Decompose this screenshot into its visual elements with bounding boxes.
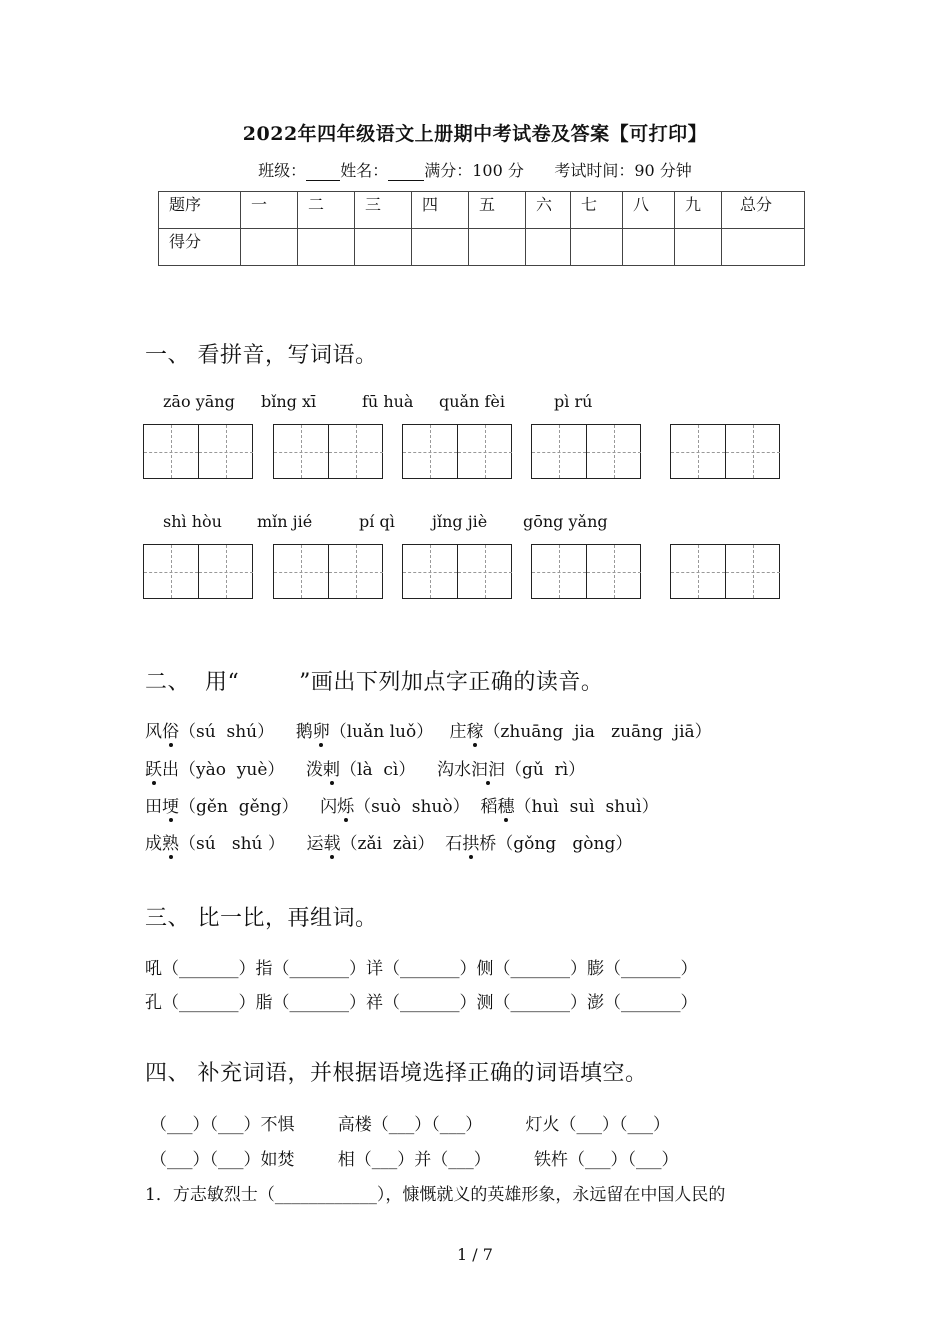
- text: （gěn gěng） 闪: [179, 797, 338, 817]
- writing-box[interactable]: [273, 544, 383, 599]
- dotted-char: 跃: [145, 755, 162, 780]
- section-1-title: 一、 看拼音，写词语。: [145, 343, 378, 368]
- pinyin: zāo yāng: [163, 392, 235, 411]
- reading-line-2: [145, 755, 585, 780]
- text: （zhuāng jia zuāng jiā）: [483, 722, 712, 742]
- writing-box[interactable]: [402, 424, 512, 479]
- score-cell[interactable]: [526, 229, 571, 266]
- text: 出（yào yuè） 泼: [162, 760, 324, 780]
- text: （huì suì shuì）: [514, 797, 659, 817]
- section-4-title: 四、 补充词语，并根据语境选择正确的词语填空。: [145, 1061, 648, 1086]
- dotted-char: 烁: [337, 792, 354, 817]
- dotted-char: 卵: [313, 717, 330, 742]
- score-cell[interactable]: [675, 229, 722, 266]
- section-3-title: 三、 比一比，再组词。: [145, 906, 378, 931]
- score-cell[interactable]: [623, 229, 675, 266]
- score-row: [159, 229, 805, 266]
- text: （là cì） 沟水: [340, 760, 471, 780]
- text: 庄: [449, 722, 467, 742]
- score-row-label: 得分: [159, 229, 241, 266]
- text: 成: [145, 834, 162, 854]
- header-cell: 三: [355, 192, 412, 229]
- header-cell: 二: [298, 192, 355, 229]
- dotted-char: 熟: [162, 829, 179, 854]
- question-1[interactable]: 1．方志敏烈士（____________），慷慨就义的英雄形象，永远留在中国人民的: [145, 1185, 726, 1205]
- header-cell: 四: [412, 192, 469, 229]
- writing-box[interactable]: [670, 544, 780, 599]
- text: （luǎn luǒ）: [329, 722, 450, 742]
- pinyin: bǐng xī: [261, 392, 317, 411]
- header-cell: 九: [675, 192, 722, 229]
- writing-box[interactable]: [273, 424, 383, 479]
- score-cell[interactable]: [469, 229, 526, 266]
- dotted-char: 汩汩: [471, 755, 505, 780]
- writing-box[interactable]: [531, 424, 641, 479]
- header-cell: 一: [241, 192, 298, 229]
- text: （suò shuò） 稻: [354, 797, 498, 817]
- score-cell[interactable]: [571, 229, 623, 266]
- pinyin: shì hòu: [163, 512, 222, 531]
- writing-box[interactable]: [402, 544, 512, 599]
- section-2-title: 二、 用“ ”画出下列加点字正确的读音。: [145, 670, 604, 695]
- reading-line-1: [145, 717, 712, 742]
- text: （sú shú ） 运: [179, 834, 324, 854]
- text: （zǎi zài） 石: [340, 834, 463, 854]
- score-table: [158, 191, 805, 266]
- pinyin: quǎn fèi: [439, 392, 505, 411]
- pinyin: jǐng jiè: [432, 512, 488, 531]
- class-blank[interactable]: [306, 161, 340, 181]
- pinyin: fū huà: [362, 392, 414, 411]
- score-cell[interactable]: [355, 229, 412, 266]
- header-cell: 总分: [722, 192, 805, 229]
- text: 风: [145, 722, 162, 742]
- text: （gǔ rì）: [504, 760, 586, 780]
- exam-time: 考试时间：90 分钟: [554, 161, 692, 180]
- idiom-row-1[interactable]: （___）（___）不惧 高楼（___）（___） 灯火（___）（___）: [150, 1115, 670, 1135]
- text: 桥: [479, 834, 497, 854]
- compare-row-1[interactable]: 吼（_______）指（_______）详（_______）侧（_______）膨（_______）: [145, 959, 698, 979]
- header-cell: 八: [623, 192, 675, 229]
- score-cell[interactable]: [241, 229, 298, 266]
- header-cell: 六: [526, 192, 571, 229]
- writing-box[interactable]: [143, 424, 253, 479]
- reading-line-4: [145, 829, 632, 854]
- pinyin: gōng yǎng: [523, 512, 608, 531]
- student-info: [0, 158, 950, 181]
- dotted-char: 载: [324, 829, 341, 854]
- writing-box[interactable]: [670, 424, 780, 479]
- page-title: 2022年四年级语文上册期中考试卷及答案【可打印】: [242, 123, 708, 145]
- score-cell[interactable]: [722, 229, 805, 266]
- dotted-char: 拱: [462, 829, 479, 854]
- pinyin: mǐn jié: [257, 512, 313, 531]
- dotted-char: 稼: [466, 717, 483, 742]
- full-score: 满分：100 分: [424, 161, 524, 180]
- page-number: 1 / 7: [457, 1245, 493, 1264]
- text: 田: [145, 797, 162, 817]
- dotted-char: 埂: [162, 792, 179, 817]
- score-header-row: [159, 192, 805, 229]
- score-cell[interactable]: [298, 229, 355, 266]
- text: （gǒng gòng）: [496, 834, 633, 854]
- writing-box[interactable]: [143, 544, 253, 599]
- header-cell: 七: [571, 192, 623, 229]
- dotted-char: 剌: [323, 755, 340, 780]
- header-cell: 五: [469, 192, 526, 229]
- header-cell: 题序: [159, 192, 241, 229]
- dotted-char: 穗: [497, 792, 514, 817]
- compare-row-2[interactable]: 孔（_______）脂（_______）祥（_______）测（_______）澎（_______）: [145, 993, 698, 1013]
- idiom-row-2[interactable]: （___）（___）如焚 相（___）并（___） 铁杵（___）（___）: [150, 1150, 679, 1170]
- name-blank[interactable]: [388, 161, 424, 181]
- writing-box[interactable]: [531, 544, 641, 599]
- pinyin: pì rú: [554, 392, 593, 411]
- dotted-char: 俗: [162, 717, 179, 742]
- class-label: 班级：: [258, 161, 307, 180]
- name-label: 姓名：: [340, 161, 389, 180]
- score-cell[interactable]: [412, 229, 469, 266]
- reading-line-3: [145, 792, 659, 817]
- text: （sú shú） 鹅: [179, 722, 313, 742]
- pinyin: pí qì: [359, 512, 395, 531]
